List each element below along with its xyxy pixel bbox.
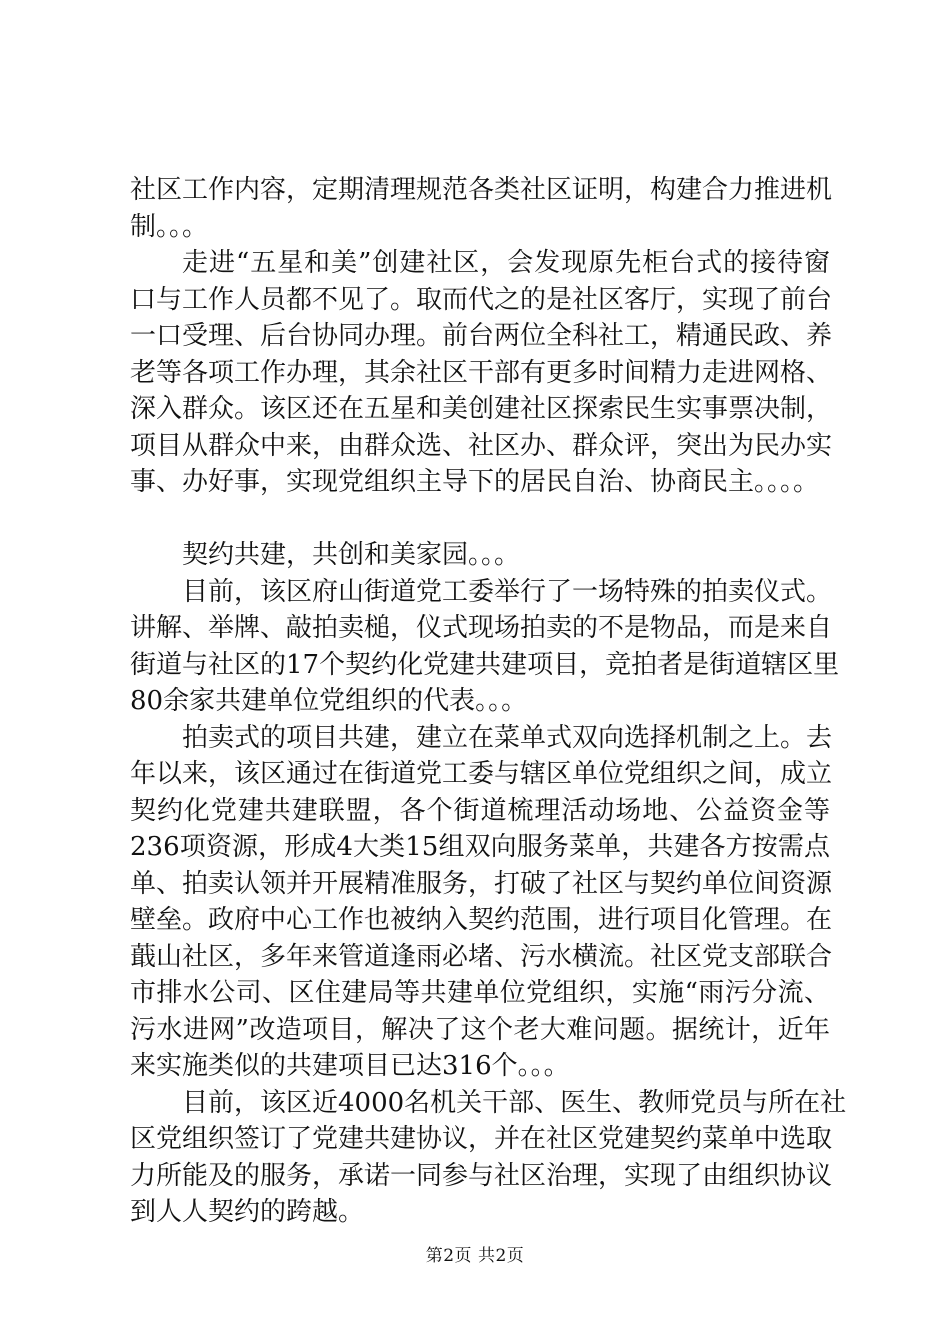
paragraph-2-line-2: 口与工作人员都不见了。取而代之的是社区客厅，实现了前台 — [130, 284, 833, 315]
paragraph-4-line-4: 80余家共建单位党组织的代表。。。 — [130, 686, 528, 716]
paragraph-5-line-7: 蕺山社区，多年来管道逢雨必堵、污水横流。社区党支部联合 — [130, 941, 833, 972]
paragraph-2-line-3: 一口受理、后台协同办理。前台两位全科社工，精通民政、养 — [130, 321, 833, 351]
paragraph-5-line-6: 壁垒。政府中心工作也被纳入契约范围，进行项目化管理。在 — [130, 905, 833, 935]
document-body — [130, 172, 847, 1231]
paragraph-6-line-1: 目前，该区近4000名机关干部、医生、教师党员与所在社 — [182, 1087, 847, 1118]
paragraph-5-line-1: 拍卖式的项目共建，建立在菜单式双向选择机制之上。去 — [182, 722, 833, 753]
paragraph-6-line-3: 力所能及的服务，承诺一同参与社区治理，实现了由组织协议 — [130, 1160, 833, 1191]
paragraph-5-line-9: 污水进网”改造项目，解决了这个老大难问题。据统计，近年 — [130, 1014, 830, 1045]
paragraph-5-line-4: 236项资源，形成4大类15组双向服务菜单，共建各方按需点 — [130, 832, 830, 862]
paragraph-6-line-4: 到人人契约的跨越。 — [130, 1197, 365, 1227]
paragraph-5-line-3: 契约化党建共建联盟，各个街道梳理活动场地、公益资金等 — [130, 795, 830, 826]
paragraph-1-line-1: 社区工作内容，定期清理规范各类社区证明，构建合力推进机 — [130, 175, 833, 205]
paragraph-5-line-5: 单、拍卖认领并开展精准服务，打破了社区与契约单位间资源 — [130, 868, 833, 899]
paragraph-2-line-6: 项目从群众中来，由群众选、社区办、群众评，突出为民办实 — [130, 430, 833, 461]
paragraph-5-line-2: 年以来，该区通过在街道党工委与辖区单位党组织之间，成立 — [130, 759, 833, 789]
paragraph-4-line-1: 目前，该区府山街道党工委举行了一场特殊的拍卖仪式。 — [182, 576, 833, 607]
page-footer: 第2页 共2页 — [425, 1246, 525, 1266]
paragraph-2-line-7: 事、办好事，实现党组织主导下的居民自治、协商民主。。。。 — [130, 467, 820, 497]
paragraph-1-line-2: 制。。。 — [130, 211, 209, 242]
paragraph-6-line-2: 区党组织签订了党建共建协议，并在社区党建契约菜单中选取 — [130, 1124, 833, 1154]
paragraph-5-line-10: 来实施类似的共建项目已达316个。。。 — [130, 1051, 570, 1081]
paragraph-4-line-2: 讲解、举牌、敲拍卖槌，仪式现场拍卖的不是物品，而是来自 — [130, 613, 833, 643]
paragraph-2-line-5: 深入群众。该区还在五星和美创建社区探索民生实事票决制， — [130, 394, 833, 424]
blank-line — [130, 501, 830, 538]
paragraph-5-line-8: 市排水公司、区住建局等共建单位党组织，实施“雨污分流、 — [130, 978, 830, 1008]
paragraph-4-line-3: 街道与社区的17个契约化党建共建项目，竞拍者是街道辖区里 — [130, 649, 840, 680]
paragraph-2-line-1: 走进“五星和美”创建社区，会发现原先柜台式的接待窗 — [182, 248, 830, 278]
paragraph-2-line-4: 老等各项工作办理，其余社区干部有更多时间精力走进网格、 — [130, 357, 833, 388]
section-heading: 契约共建，共创和美家园。。。 — [182, 540, 521, 570]
